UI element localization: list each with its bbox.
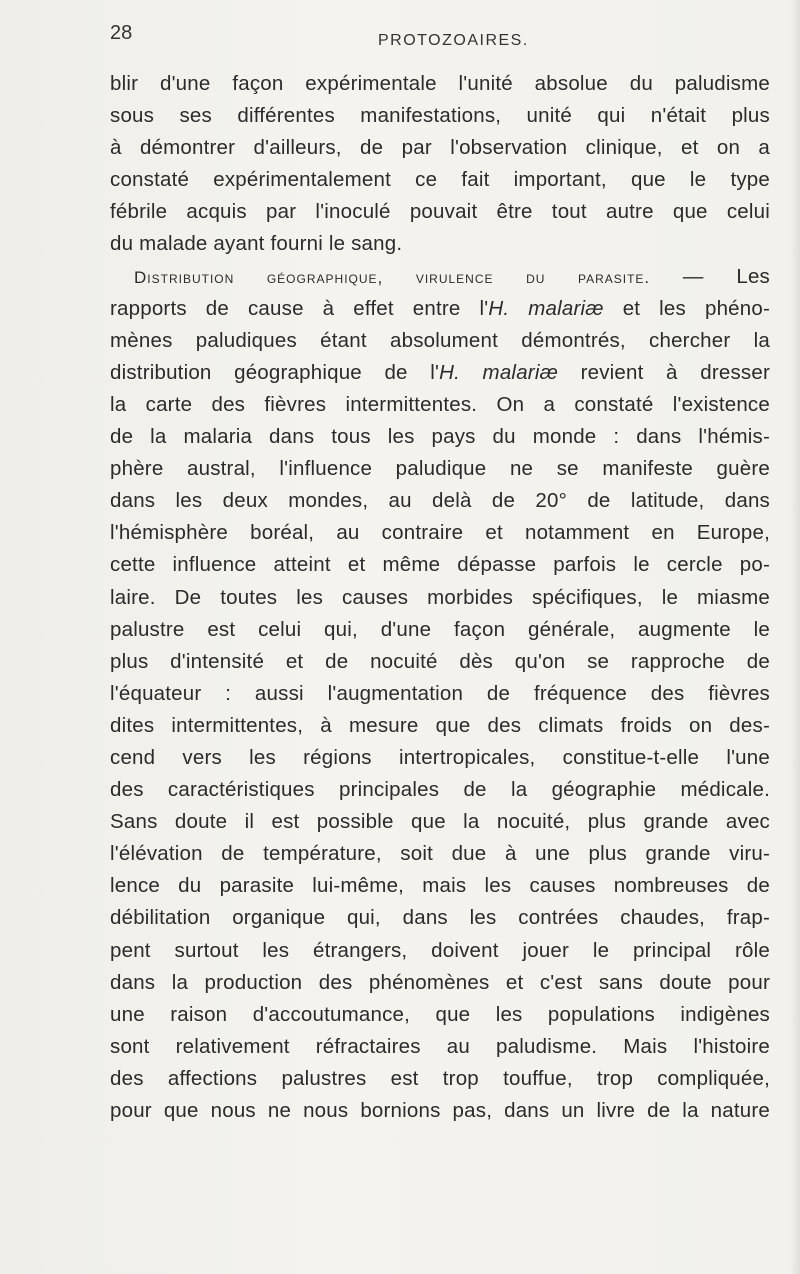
line-text: rapports de cause à effet entre l' — [110, 296, 489, 320]
page-edge-shadow — [790, 0, 800, 1274]
line-text: revient à dresser — [558, 360, 770, 384]
line-text: sont relativement réfractaires au paludisme. Mais l'histoire — [110, 1034, 770, 1058]
page-number: 28 — [110, 22, 133, 44]
text-line — [110, 935, 770, 967]
line-text: l'élévation de température, soit due à une plus grande viru- — [110, 842, 770, 866]
text-line — [110, 389, 770, 421]
line-text: plus d'intensité et de nocuité dès qu'on se rapproche de — [110, 649, 770, 673]
line-text: du malade ayant fourni le sang. — [110, 232, 403, 256]
species-name: H. malariæ — [488, 296, 604, 320]
line-text: dites intermittentes, à mesure que des climats froids on des- — [110, 713, 770, 737]
line-text: cend vers les régions intertropicales, constitue-t-elle l'une — [110, 745, 770, 769]
text-line — [110, 806, 770, 838]
line-text: palustre est celui qui, d'une façon générale, augmente le — [110, 617, 770, 641]
line-text: dans les deux mondes, au delà de 20° de latitude, dans — [110, 489, 770, 513]
text-line — [110, 967, 770, 999]
text-line — [110, 132, 770, 164]
line-text: Sans doute il est possible que la nocuité, plus grande avec — [110, 810, 770, 834]
section-heading: Distribution géographique, virulence du parasite. — [134, 267, 651, 287]
line-text: fébrile acquis par l'inoculé pouvait être tout autre que celui — [110, 200, 770, 224]
text-line — [110, 774, 770, 806]
line-text: constaté expérimentalement ce fait important, que le type — [110, 168, 770, 192]
line-text: mènes paludiques étant absolument démontrés, chercher la — [110, 328, 770, 352]
text-line — [110, 100, 770, 132]
line-text: distribution géographique de l' — [110, 360, 440, 384]
line-text: l'hémisphère boréal, au contraire et notamment en Europe, — [110, 521, 770, 545]
text-line — [110, 549, 770, 581]
line-text: des caractéristiques principales de la géographie médicale. — [110, 778, 770, 802]
line-text: laire. De toutes les causes morbides spécifiques, le miasme — [110, 585, 770, 609]
line-text: la carte des fièvres intermittentes. On a constaté l'existence — [110, 392, 770, 416]
line-text: pent surtout les étrangers, doivent jouer le principal rôle — [110, 938, 770, 962]
line-text: sous ses différentes manifestations, unité qui n'était plus — [110, 104, 770, 128]
line-text: phère austral, l'influence paludique ne se manifeste guère — [110, 457, 770, 481]
text-line — [110, 325, 770, 357]
line-text: pour que nous ne nous bornions pas, dans un livre de la nature — [110, 1099, 770, 1122]
line-text: blir d'une façon expérimentale l'unité absolue du paludisme — [110, 72, 770, 95]
line-text: — Les — [682, 264, 770, 288]
line-text: de la malaria dans tous les pays du monde : dans l'hémis- — [110, 425, 770, 449]
text-line — [110, 517, 770, 549]
text-line — [110, 646, 770, 678]
text-line — [110, 999, 770, 1031]
text-line — [110, 742, 770, 774]
text-line — [110, 196, 770, 228]
line-text: à démontrer d'ailleurs, de par l'observation clinique, et on a — [110, 136, 770, 160]
running-head: PROTOZOAIRES. — [378, 32, 529, 49]
text-line — [110, 421, 770, 453]
page-header — [0, 22, 800, 52]
text-line — [110, 1031, 770, 1063]
line-text: l'équateur : aussi l'augmentation de fréquence des fièvres — [110, 681, 770, 705]
text-line — [110, 164, 770, 196]
text-line — [110, 1063, 770, 1095]
text-line — [110, 582, 770, 614]
text-line — [110, 678, 770, 710]
line-text: des affections palustres est trop touffue, trop compliquée, — [110, 1066, 770, 1090]
body-text — [110, 68, 770, 1127]
line-text: cette influence atteint et même dépasse parfois le cercle po- — [110, 553, 770, 577]
text-line — [110, 1095, 770, 1127]
species-name: H. malariæ — [439, 360, 558, 384]
text-line — [110, 710, 770, 742]
text-line — [110, 453, 770, 485]
text-line — [110, 293, 770, 325]
text-line — [110, 68, 770, 100]
text-line — [110, 485, 770, 517]
line-text: dans la production des phénomènes et c'est sans doute pour — [110, 970, 770, 994]
text-line — [110, 261, 770, 293]
line-text: lence du parasite lui-même, mais les causes nombreuses de — [110, 874, 770, 898]
line-text: une raison d'accoutumance, que les populations indigènes — [110, 1002, 770, 1026]
text-line — [110, 870, 770, 902]
text-line — [110, 838, 770, 870]
text-line — [110, 228, 770, 260]
text-line — [110, 614, 770, 646]
text-line — [110, 902, 770, 934]
text-line — [110, 357, 770, 389]
line-text: débilitation organique qui, dans les contrées chaudes, frap- — [110, 906, 770, 930]
line-text: et les phéno- — [603, 296, 771, 320]
